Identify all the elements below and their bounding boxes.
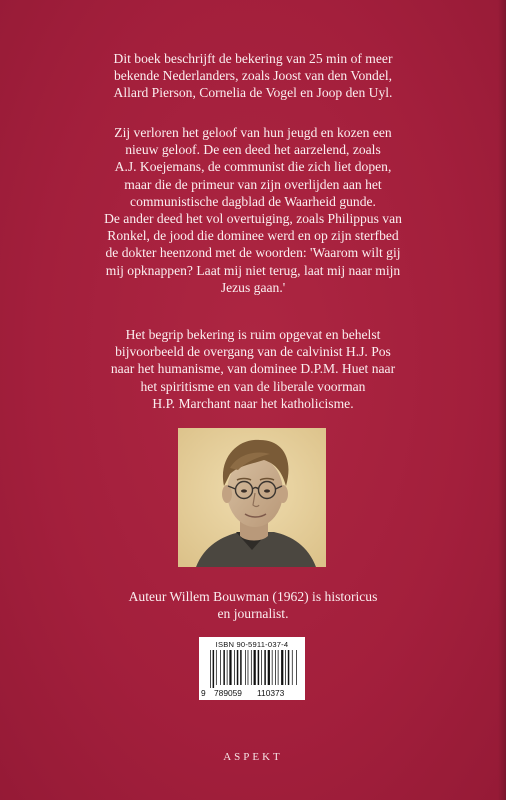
barcode-bar (296, 650, 297, 685)
ean-left-digits: 789059 (214, 688, 242, 698)
cover-edge-shadow (498, 0, 506, 800)
blurb-line: communistische dagblad de Waarheid gunde. (130, 193, 376, 209)
barcode-bar (234, 650, 235, 685)
barcode-bar (251, 650, 252, 685)
ean-first-digit: 9 (201, 688, 206, 698)
barcode-bar (285, 650, 286, 685)
barcode-bar (281, 650, 283, 685)
barcode-bar (248, 650, 249, 685)
author-photo (178, 428, 326, 567)
isbn-barcode-label (199, 637, 305, 700)
ean-right-digits: 110373 (257, 688, 285, 698)
blurb-line: H.P. Marchant naar het katholicisme. (152, 395, 354, 411)
ean-digits (199, 688, 305, 699)
barcode-bar (223, 650, 225, 685)
barcode-bar (216, 650, 217, 685)
barcode-bar (245, 650, 246, 685)
barcode-bar (258, 650, 260, 685)
publisher-name: ASPEKT (223, 751, 283, 763)
author-caption-line: Auteur Willem Bouwman (1962) is historicus (128, 589, 378, 604)
barcode-bar (275, 650, 276, 685)
barcode-bar (272, 650, 273, 685)
blurb-line: mij opknappen? Laat mij niet terug, laat mij naar mijn (105, 262, 401, 278)
blurb-line: maar die de primeur van zijn overlijden aan het (124, 176, 382, 192)
author-portrait-illustration (178, 428, 326, 567)
barcode-bar (213, 650, 215, 688)
blurb-line: de dokter heenzond met de woorden: 'Waarom wilt gij (105, 245, 401, 261)
blurb-line: De ander deed het vol overtuiging, zoals Philippus van (104, 211, 402, 227)
blurb-line: Ronkel, de jood die dominee werd en op zijn sterfbed (107, 228, 399, 244)
blurb-line: bekende Nederlanders, zoals Joost van den Vondel, (113, 68, 393, 84)
blurb-line: Zij verloren het geloof van hun jeugd en kozen een (114, 125, 392, 140)
barcode-bar (240, 650, 242, 685)
blurb-line: het spiritisme en van de liberale voorman (140, 378, 366, 394)
blurb-line: Dit boek beschrijft de bekering van 25 min of meer (113, 51, 393, 66)
blurb-line: naar het humanisme, van dominee D.P.M. Huet naar (110, 361, 396, 377)
barcode-bar (229, 650, 231, 685)
barcode-bar (210, 650, 211, 688)
blurb-line: Jezus gaan.' (220, 279, 286, 295)
barcode-bar (237, 650, 239, 685)
barcode-bar (278, 650, 279, 685)
blurb-line: Allard Pierson, Cornelia de Vogel en Joop den Uyl. (113, 85, 393, 101)
author-caption (40, 588, 466, 622)
isbn-number: ISBN 90-5911-037-4 (215, 640, 289, 649)
blurb-paragraph-1 (40, 50, 466, 102)
barcode-bars (209, 650, 299, 688)
blurb-line: A.J. Koejemans, de communist die zich liet dopen, (114, 159, 392, 175)
blurb-paragraph-2 (40, 124, 466, 296)
blurb-line: bijvoorbeeld de overgang van de calvinist H.J. Pos (115, 344, 391, 360)
barcode-bar (288, 650, 290, 685)
barcode-bar (261, 650, 262, 685)
author-caption-line: en journalist. (217, 606, 289, 622)
barcode-bar (268, 650, 270, 685)
blurb-line: nieuw geloof. De een deed het aarzelend, zoals (125, 142, 381, 158)
barcode-bar (292, 650, 293, 685)
barcode-bar (264, 650, 266, 685)
blurb-paragraph-3 (40, 326, 466, 412)
barcode-bar (254, 650, 256, 685)
blurb-line: Het begrip bekering is ruim opgevat en behelst (125, 327, 381, 342)
barcode-bar (227, 650, 228, 685)
barcode-bar (220, 650, 221, 685)
